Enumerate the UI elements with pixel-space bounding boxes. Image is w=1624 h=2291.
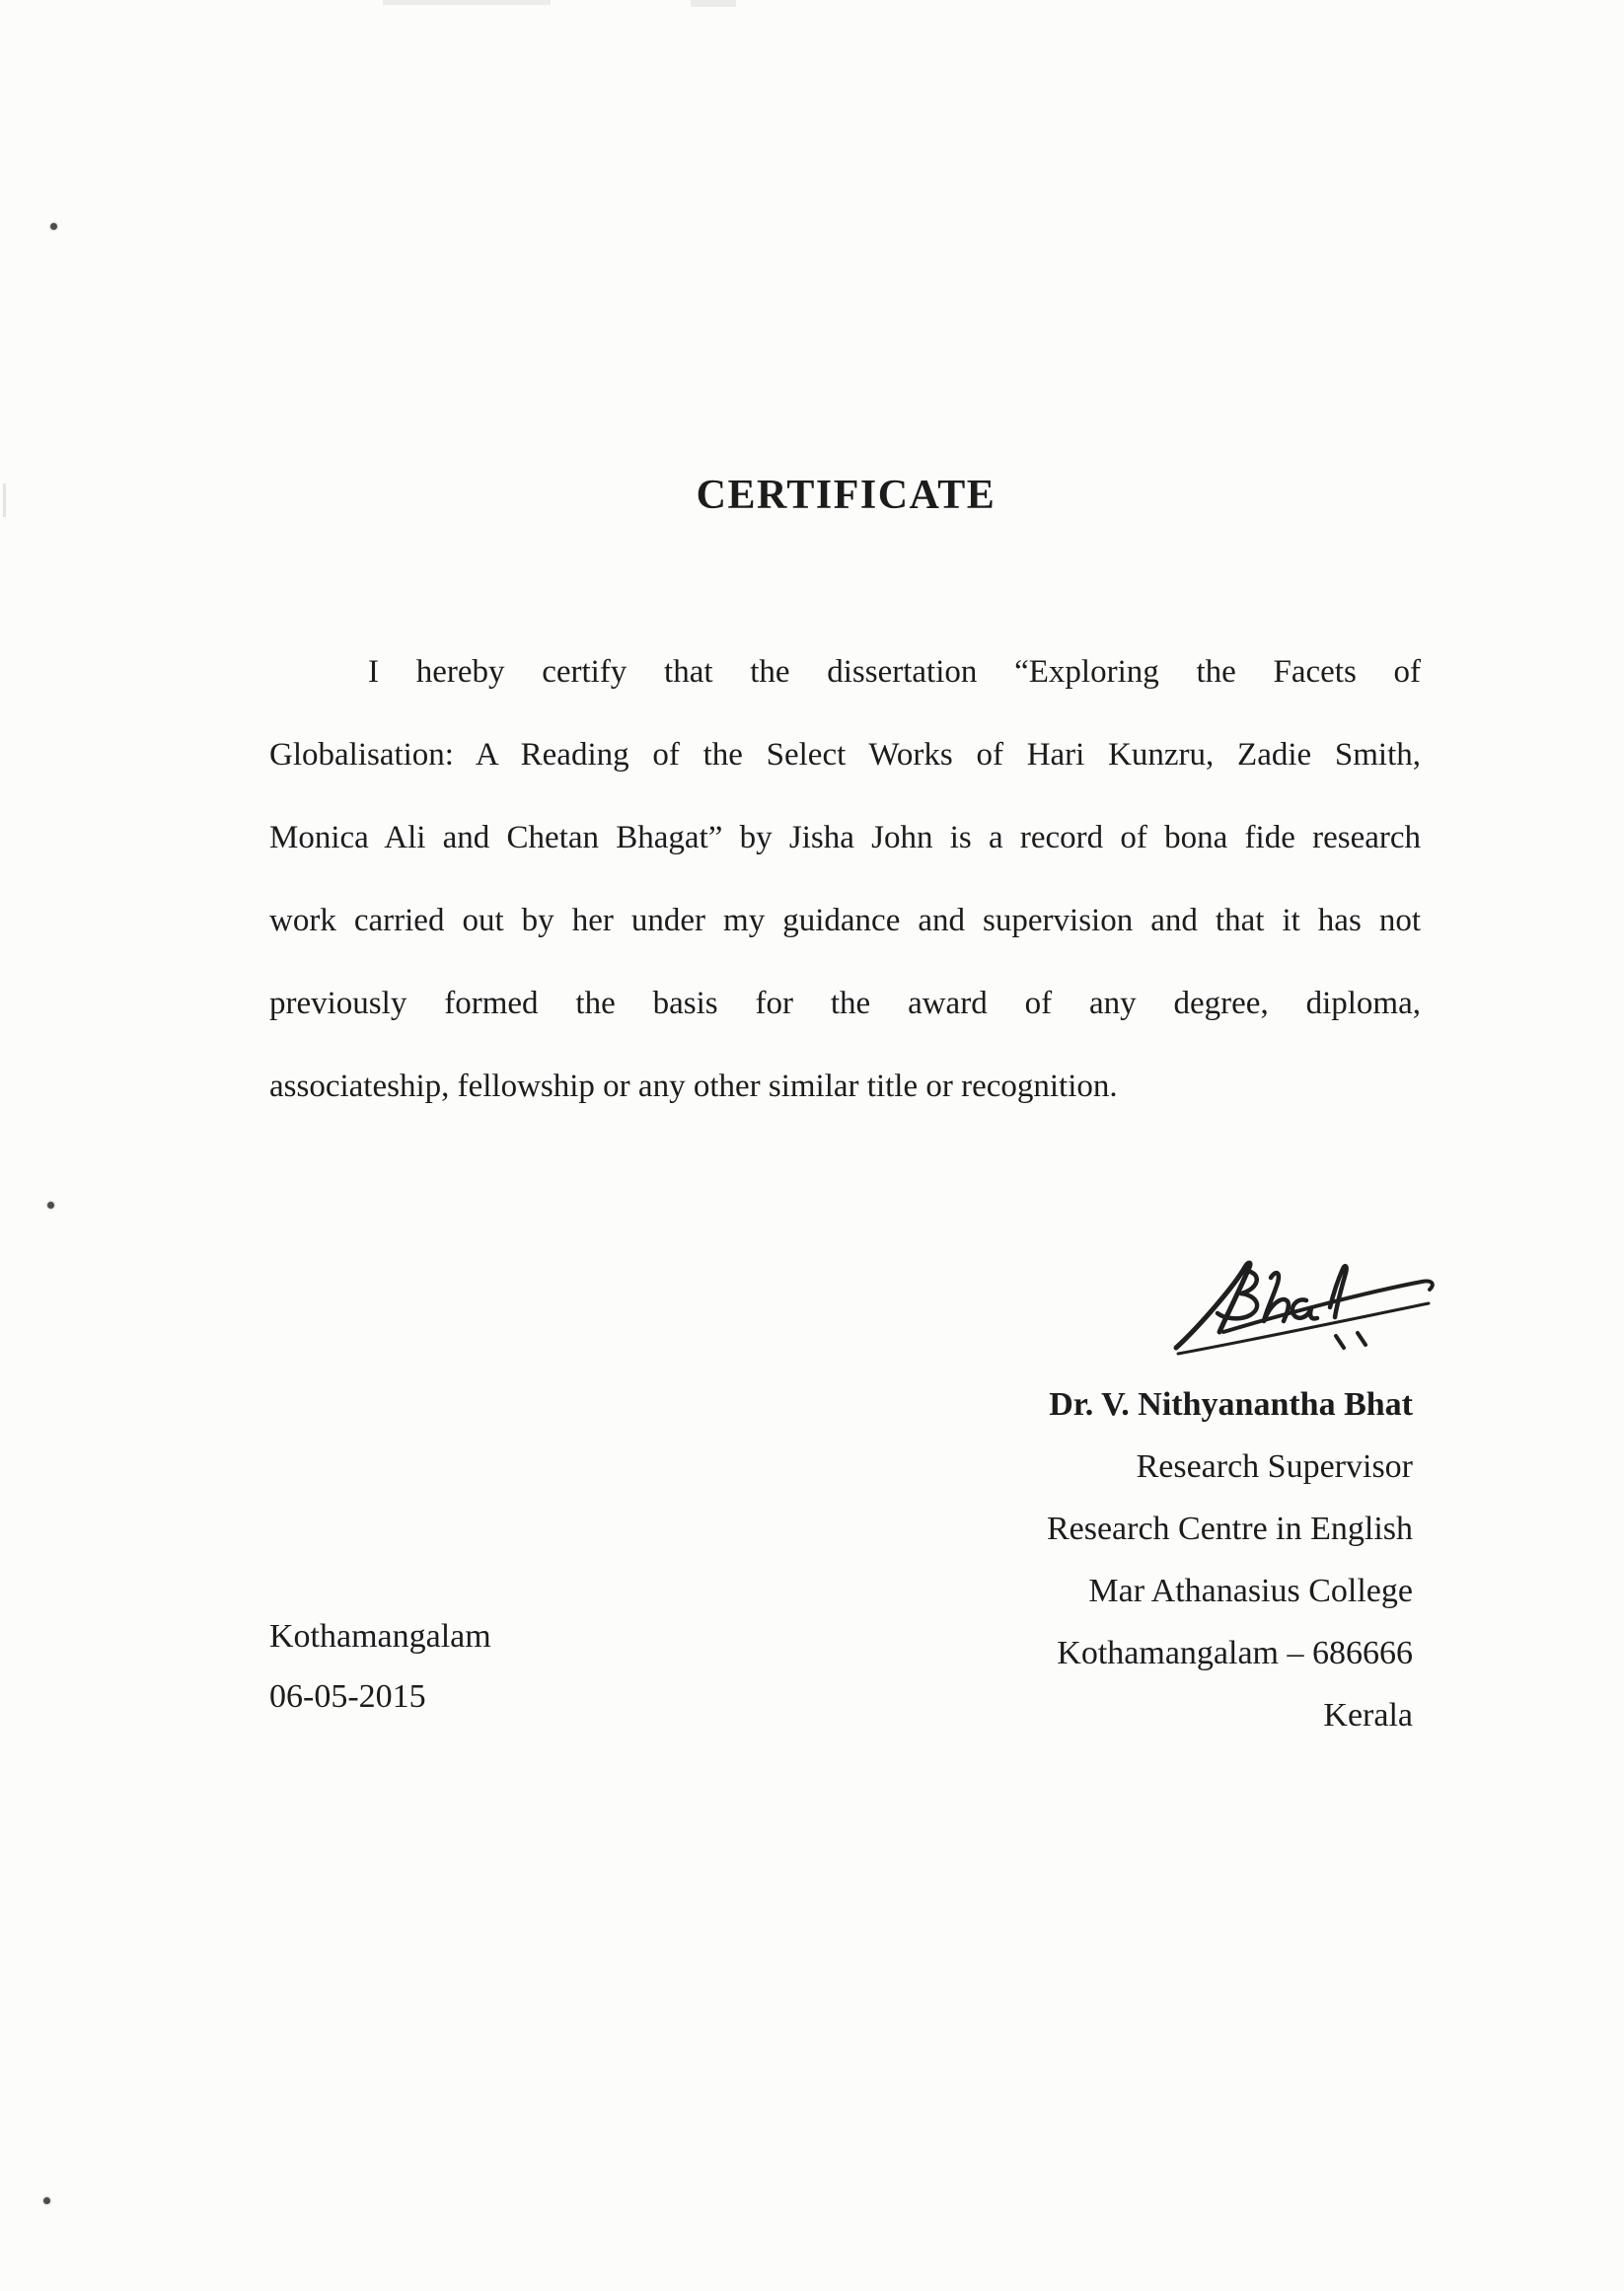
issue-date: 06-05-2015 bbox=[269, 1678, 426, 1715]
signatory-college: Mar Athanasius College bbox=[1088, 1573, 1413, 1609]
place-date-block bbox=[269, 1606, 491, 1727]
signature-icon bbox=[1162, 1241, 1450, 1374]
scan-streak bbox=[3, 483, 6, 517]
paragraph-line: previously formed the basis for the award of any degree, diploma, bbox=[269, 986, 1421, 1021]
scan-artifact-dot bbox=[50, 223, 57, 230]
signatory-role: Research Supervisor bbox=[1136, 1448, 1413, 1485]
paragraph-line: associateship, fellowship or any other similar title or recognition. bbox=[269, 1069, 1118, 1104]
paragraph-line: Globalisation: A Reading of the Select Works of Hari Kunzru, Zadie Smith, bbox=[269, 737, 1421, 773]
handwritten-signature bbox=[1162, 1241, 1450, 1374]
paragraph-line: work carried out by her under my guidance and supervision and that it has not bbox=[269, 903, 1421, 938]
scan-artifact-dot bbox=[43, 2197, 50, 2204]
paragraph-line: I hereby certify that the dissertation “Exploring the Facets of bbox=[368, 654, 1421, 690]
issue-place: Kothamangalam bbox=[269, 1618, 491, 1655]
signatory-centre: Research Centre in English bbox=[1046, 1511, 1413, 1547]
certificate-title: CERTIFICATE bbox=[696, 473, 997, 518]
scan-streak bbox=[691, 0, 736, 7]
certificate-body bbox=[269, 630, 1421, 1128]
signatory-name: Dr. V. Nithyanantha Bhat bbox=[1049, 1386, 1413, 1423]
signatory-address: Kothamangalam – 686666 bbox=[1057, 1635, 1413, 1671]
scan-artifact-dot bbox=[47, 1202, 54, 1209]
scan-streak bbox=[383, 0, 551, 5]
signatory-state: Kerala bbox=[1323, 1697, 1413, 1734]
paragraph-line: Monica Ali and Chetan Bhagat” by Jisha John is a record of bona fide research bbox=[269, 820, 1421, 855]
signatory-block bbox=[927, 1373, 1413, 1746]
